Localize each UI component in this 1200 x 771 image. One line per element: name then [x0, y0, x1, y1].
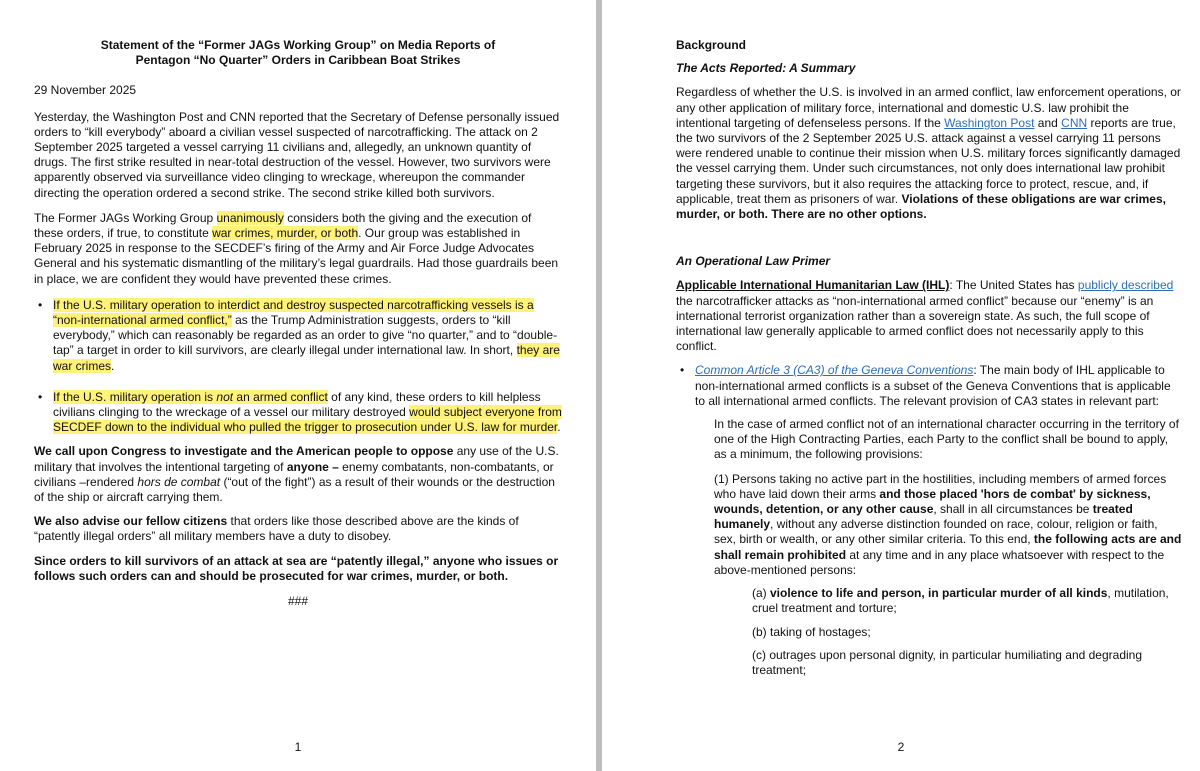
highlight-unanimously: unanimously: [216, 210, 284, 225]
title-line-2: Pentagon “No Quarter” Orders in Caribbean Boat Strikes: [135, 53, 461, 68]
prohibited-item-a: (a) violence to life and person, in particular murder of all kinds, mutilation, cruel treatment and torture;: [752, 586, 1169, 616]
page-number-2: 2: [897, 739, 905, 754]
quote-paragraph-intro: In the case of armed conflict not of an international character occurring in the territory of one of the High Contracting Parties, each Party to the conflict shall be bound to apply, as a minimum, the following provisions:: [714, 417, 1179, 462]
page-1: [0, 0, 596, 771]
title-line-1: Statement of the “Former JAGs Working Group” on Media Reports of: [100, 38, 496, 52]
page-number-1: 1: [294, 739, 302, 754]
cnn-link[interactable]: CNN: [1061, 115, 1088, 130]
bullet-armed-conflict: • If the U.S. military operation to interdict and destroy suspected narcotrafficking vessels is a “non-international armed conflict,” as the Trump Administration suggests, orders to “kill everybody,” which can reasonably be regarded as an order to give “no quarter,” and to “double-tap” a target in order to kill survivors, are clearly illegal under international law. In short, they are war crimes.: [34, 298, 562, 374]
publicly-described-link[interactable]: publicly described: [1077, 278, 1174, 293]
heading-acts-reported: The Acts Reported: A Summary: [676, 61, 856, 76]
prohibited-item-c: (c) outrages upon personal dignity, in particular humiliating and degrading treatment;: [752, 647, 1143, 677]
prohibited-item-b: (b) taking of hostages;: [752, 624, 871, 639]
bullet-common-article-3: • Common Article 3 (CA3) of the Geneva Conventions: The main body of IHL applicable to non-international armed conflicts is a subset of the Geneva Conventions that is applicable to all international armed conflicts. The relevant provision of CA3 states in relevant part:: [676, 363, 1182, 409]
paragraph-acts-summary: Regardless of whether the U.S. is involved in an armed conflict, law enforcement operations, or any other application of military force, international and domestic U.S. law prohibit the intentional targeting of defenseless persons. If the Washington Post and CNN reports are true, the two survivors of the 2 September 2025 U.S. attack against a vessel carrying 11 persons were rendered unable to continue their mission when U.S. military forces significantly damaged the vessel carrying them. Under such circumstances, not only does international law prohibit targeting these survivors, but it also requires the attacking force to protect, rescue, and, if applicable, treat them as prisoners of war. Violations of these obligations are war crimes, murder, or both. There are no other options.: [676, 85, 1181, 222]
highlight-war-crimes: war crimes, murder, or both: [212, 226, 359, 241]
heading-background: Background: [676, 38, 747, 52]
statement-date: 29 November 2025: [34, 83, 137, 98]
paragraph-applicable-ihl: Applicable International Humanitarian Law (IHL): The United States has publicly described the narcotrafficker attacks as “non-international armed conflict” because our “enemy” is an international terrorist organization rather than a sovereign state. As such, the full scope of international law generally applicable to armed conflict does not necessarily apply to this conflict.: [676, 278, 1174, 354]
paragraph-report-summary: Yesterday, the Washington Post and CNN reported that the Secretary of Defense personally issued orders to “kill everybody” aboard a civilian vessel suspected of narcotrafficking. The attack on 2 September 2025 targeted a vessel carrying 11 civilians and, allegedly, an unknown quantity of drugs. The first strike resulted in near-total destruction of the vessel. However, two survivors were apparently observed via surveillance video clinging to wreckage, whereupon the commander directing the operation ordered a second strike. The second strike killed both survivors.: [34, 109, 560, 200]
paragraph-advise-citizens: We also advise our fellow citizens that orders like those described above are the kinds of “patently illegal orders” all military members have a duty to disobey.: [34, 514, 519, 544]
heading-operational-law-primer: An Operational Law Primer: [676, 254, 831, 269]
common-article-3-link[interactable]: Common Article 3 (CA3) of the Geneva Conventions: [695, 363, 974, 378]
washington-post-link[interactable]: Washington Post: [944, 115, 1035, 130]
page-2: [602, 0, 1200, 771]
prohibited-acts-list: [714, 586, 1182, 678]
paragraph-call-to-congress: We call upon Congress to investigate and the American people to oppose any use of the U.S. military that involves the intentional targeting of anyone – enemy combatants, non-combatants, or civilians –rendered hors de combat (“out of the fight”) as a result of their wounds or the destruction of the ship or aircraft carrying them.: [34, 444, 559, 505]
quote-paragraph-1: (1) Persons taking no active part in the hostilities, including members of armed forces who have laid down their arms and those placed 'hors de combat' by sickness, wounds, detention, or any other cause, shall in all circumstances be treated humanely, without any adverse distinction founded on race, colour, religion or faith, sex, birth or wealth, or any other similar criteria. To this end, the following acts are and shall remain prohibited at any time and in any place whatsoever with respect to the above-mentioned persons:: [714, 471, 1182, 577]
ca3-quote: [676, 417, 1182, 678]
statement-title: [34, 38, 562, 68]
bullet-not-armed-conflict: • If the U.S. military operation is not an armed conflict of any kind, these orders to kill helpless civilians clinging to the wreckage of a vessel our military destroyed would subject everyone from SECDEF down to the individual who pulled the trigger to prosecution under U.S. law for murder.: [34, 390, 562, 436]
paragraph-conclusion: Since orders to kill survivors of an attack at sea are “patently illegal,” anyone who issues or follows such orders can and should be prosecuted for war crimes, murder, or both.: [34, 553, 559, 583]
end-mark: ###: [287, 594, 309, 609]
paragraph-group-position: The Former JAGs Working Group unanimously considers both the giving and the execution of these orders, if true, to constitute war crimes, murder, or both. Our group was established in February 2025 in response to the SECDEF’s firing of the Army and Air Force Judge Advocates General and his systematic dismantling of the military’s legal guardrails. Had those guardrails been in place, we are confident they would have prevented these crimes.: [34, 210, 559, 286]
